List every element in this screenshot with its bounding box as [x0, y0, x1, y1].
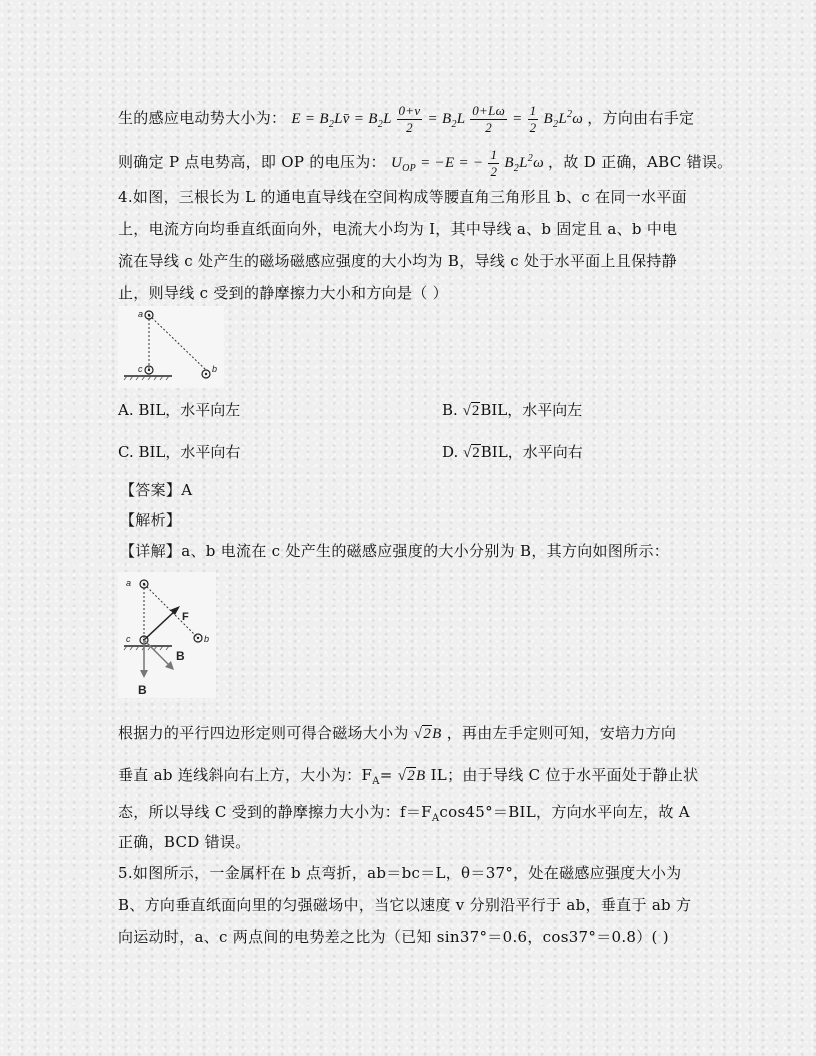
sqrt-symbol: √2 [463, 445, 480, 461]
analysis-title: 【解析】 [120, 511, 182, 529]
text-segment: ，再由左手定则可知，安培力方向 [446, 724, 677, 742]
prev-solution-line-2 [118, 147, 732, 180]
option-d[interactable] [442, 441, 583, 462]
triangle-diagram [118, 306, 224, 388]
text-segment: 根据力的平行四边形定则可得合磁场大小为 [118, 724, 409, 742]
eq-sub: 2 [328, 118, 335, 130]
q5-stem-line-1: 5.如图所示，一金属杆在 b 点弯折，ab＝bc＝L，θ＝37°，处在磁感应强度大小为 [118, 864, 682, 882]
eq-part: E = B [291, 110, 329, 127]
q4-stem-line-4: 止，则导线 c 受到的静摩擦力大小和方向是（ ） [118, 284, 448, 302]
sqrt-radicand: 2 [423, 726, 432, 742]
text-segment: 态，所以导线 C 受到的静摩擦力大小为：f＝F [118, 803, 432, 821]
option-a[interactable]: A. BIL，水平向左 [118, 401, 241, 419]
sqrt-radicand: 2 [407, 768, 416, 784]
prev-solution-line-1 [118, 103, 694, 136]
sqrt-expression: √2B [413, 726, 442, 742]
sqrt-radicand: 2 [472, 445, 480, 461]
text-segment: 垂直 ab 连线斜向右上方，大小为：F [118, 766, 373, 784]
wire-b-dot [205, 373, 207, 375]
q4-stem-line-1: 4.如图，三根长为 L 的通电直导线在空间构成等腰直角三角形且 b、c 在同一水平面 [118, 188, 687, 206]
explanation-line-2 [118, 764, 699, 787]
label-b-vertical: B [138, 683, 147, 697]
eq-sub: 2 [377, 118, 384, 130]
force-diagram [118, 572, 216, 698]
text-segment: cos45°＝BIL，方向水平向左，故 A [439, 803, 690, 821]
eq-sub: OP [402, 162, 417, 174]
frac-den: 2 [490, 164, 498, 179]
option-b-prefix: B. [442, 401, 458, 419]
eq-part: L [558, 110, 567, 127]
text-segment: IL；由于导线 C 位于水平面处于静止状 [425, 766, 699, 784]
eq-part: L [519, 154, 528, 171]
fraction [528, 103, 539, 136]
eq-sub: A [372, 776, 380, 787]
explanation-line-3 [118, 801, 690, 824]
sqrt-symbol: √2 [462, 403, 480, 419]
eq-part: U [390, 154, 403, 171]
option-b[interactable] [442, 399, 582, 420]
label-c: c [138, 364, 143, 374]
eq-part: L [383, 110, 392, 127]
frac-num: 1 [529, 103, 537, 118]
eq-sub: 2 [553, 118, 559, 130]
frac-num: 0+v [398, 103, 421, 118]
wire-c-dot [148, 369, 150, 371]
frac-den: 2 [406, 120, 413, 135]
option-b-text: BIL，水平向左 [480, 401, 583, 419]
equation-uop [390, 147, 548, 179]
label-a: a [126, 578, 132, 588]
frac-num: 1 [490, 147, 498, 162]
eq-sup: 2 [566, 108, 573, 120]
fraction [397, 103, 423, 136]
q4-stem-line-2: 上，电流方向均垂直纸面向外，电流大小均为 I，其中导线 a、b 固定且 a、b 中电 [118, 220, 678, 238]
eq-part: ω [533, 154, 544, 171]
eq-part: B [504, 154, 514, 171]
explanation-line-4: 正确，BCD 错误。 [118, 833, 251, 851]
eq-var: B [416, 768, 426, 784]
text-segment: 生的感应电动势大小为： [118, 108, 287, 127]
text-segment: ，故 D 正确，ABC 错误。 [548, 152, 733, 171]
frac-den: 2 [485, 120, 493, 135]
eq-sub: A [431, 813, 440, 824]
explanation-line-1 [118, 722, 676, 743]
wire-b-dot [197, 637, 199, 639]
label-f: F [182, 611, 189, 623]
q5-stem-line-2: B、方向垂直纸面向里的匀强磁场中，当它以速度 v 分别沿平行于 ab，垂直于 ab 方 [118, 896, 692, 914]
text-segment: 则确定 P 点电势高，即 OP 的电压为： [118, 152, 386, 171]
fraction [488, 147, 499, 180]
eq-sub: 2 [513, 162, 520, 174]
eq-part: = B [427, 110, 452, 127]
frac-num: 0+Lω [472, 103, 506, 118]
wire-a-dot [143, 583, 145, 585]
q4-figure-forces [118, 572, 216, 698]
fraction [470, 103, 507, 136]
wire-a-dot [148, 314, 150, 316]
answer-line: 【答案】A [120, 481, 193, 499]
label-c: c [126, 634, 131, 644]
option-d-text: BIL，水平向右 [480, 443, 583, 461]
eq-sup: 2 [527, 152, 534, 164]
eq-part: ω [572, 110, 584, 127]
eq-part: L [456, 110, 466, 127]
text-segment: = [379, 766, 393, 784]
eq-sub: 2 [451, 118, 457, 130]
eq-var: B [432, 726, 442, 742]
label-a: a [138, 309, 144, 319]
label-b-diagonal: B [176, 649, 185, 663]
sqrt-radicand: 2 [471, 403, 480, 419]
detail-line: 【详解】a、b 电流在 c 处产生的磁感应强度的大小分别为 B，其方向如图所示： [120, 542, 670, 560]
eq-part: B [543, 110, 553, 127]
eq-part: = [512, 110, 523, 127]
text-segment: ，方向由右手定 [587, 108, 695, 127]
sqrt-expression: √2B [397, 768, 426, 784]
q5-stem-line-3: 向运动时，a、c 两点间的电势差之比为（已知 sin37°＝0.6，cos37°＝0.8）( ) [118, 928, 669, 946]
eq-part: = −E = − [416, 154, 484, 171]
q4-stem-line-3: 流在导线 c 处产生的磁场磁感应强度的大小均为 B，导线 c 处于水平面上且保持静 [118, 252, 677, 270]
option-d-prefix: D. [442, 443, 459, 461]
option-c[interactable]: C. BIL，水平向右 [118, 443, 241, 461]
eq-part: Lv̄ = B [334, 110, 378, 127]
label-b: b [204, 634, 210, 644]
q4-figure-triangle [118, 306, 224, 388]
frac-den: 2 [529, 120, 537, 135]
label-b: b [212, 364, 218, 374]
